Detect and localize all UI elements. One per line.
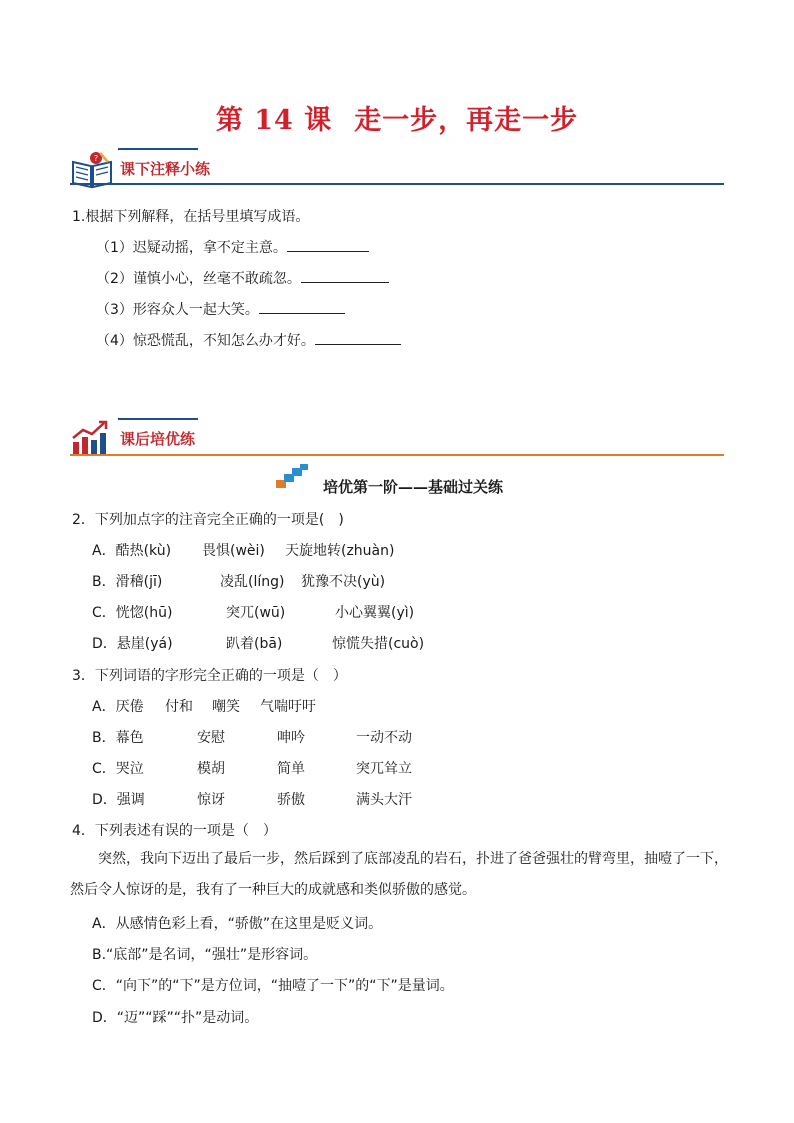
lesson-name: 走一步，再走一步: [354, 105, 579, 136]
section-header-notes: [70, 148, 724, 194]
lesson-number: 第 14 课: [215, 105, 333, 136]
section-label-practice: 课后培优练: [120, 430, 196, 448]
q1-item-4: （4）惊恐慌乱，不知怎么办才好。: [96, 330, 401, 350]
q4-passage: 突然，我向下迈出了最后一步，然后踩到了底部凌乱的岩石，扑进了爸爸强壮的臂弯里，抽噎了一下，然后令人惊讶的是，我有了一种巨大的成就感和类似骄傲的感觉。: [70, 851, 728, 898]
header-deco-line: [118, 418, 198, 420]
q4-option-b: B.“底部”是名词，“强壮”是形容词。: [92, 947, 318, 963]
q4-option-c: C．“向下”的“下”是方位词，“抽噎了一下”的“下”是量词。: [92, 978, 454, 994]
answer-blank[interactable]: [259, 299, 345, 314]
q1-stem: 1.根据下列解释，在括号里填写成语。: [72, 209, 310, 225]
q1-item-2: （2）谨慎小心，丝毫不敢疏忽。: [96, 268, 389, 288]
section-header-practice: [70, 418, 724, 464]
q4-option-d: D．“迈”“踩”“扑”是动词。: [92, 1010, 259, 1026]
section-rule: [70, 454, 724, 457]
q3-stem: 3．下列词语的字形完全正确的一项是（ ）: [72, 668, 347, 684]
q1-item-3: （3）形容众人一起大笑。: [96, 299, 345, 319]
section-label-notes: 课下注释小练: [120, 160, 211, 178]
answer-blank[interactable]: [315, 330, 401, 345]
growth-chart-icon: [70, 420, 110, 456]
q1-item-1: （1）迟疑动摇，拿不定主意。: [96, 237, 369, 257]
answer-blank[interactable]: [301, 268, 389, 283]
svg-text:?: ?: [93, 154, 99, 163]
q4-stem: 4．下列表述有误的一项是（ ）: [72, 823, 277, 839]
subsection-title: 培优第一阶——基础过关练: [0, 476, 794, 497]
answer-blank[interactable]: [287, 237, 369, 252]
q2-stem: 2．下列加点字的注音完全正确的一项是( ): [72, 512, 344, 528]
lesson-title: [0, 98, 794, 137]
steps-icon: [276, 464, 310, 490]
section-rule: [70, 183, 724, 186]
header-deco-line: [118, 148, 198, 150]
q4-option-a: A．从感情色彩上看，“骄傲”在这里是贬义词。: [92, 916, 383, 932]
